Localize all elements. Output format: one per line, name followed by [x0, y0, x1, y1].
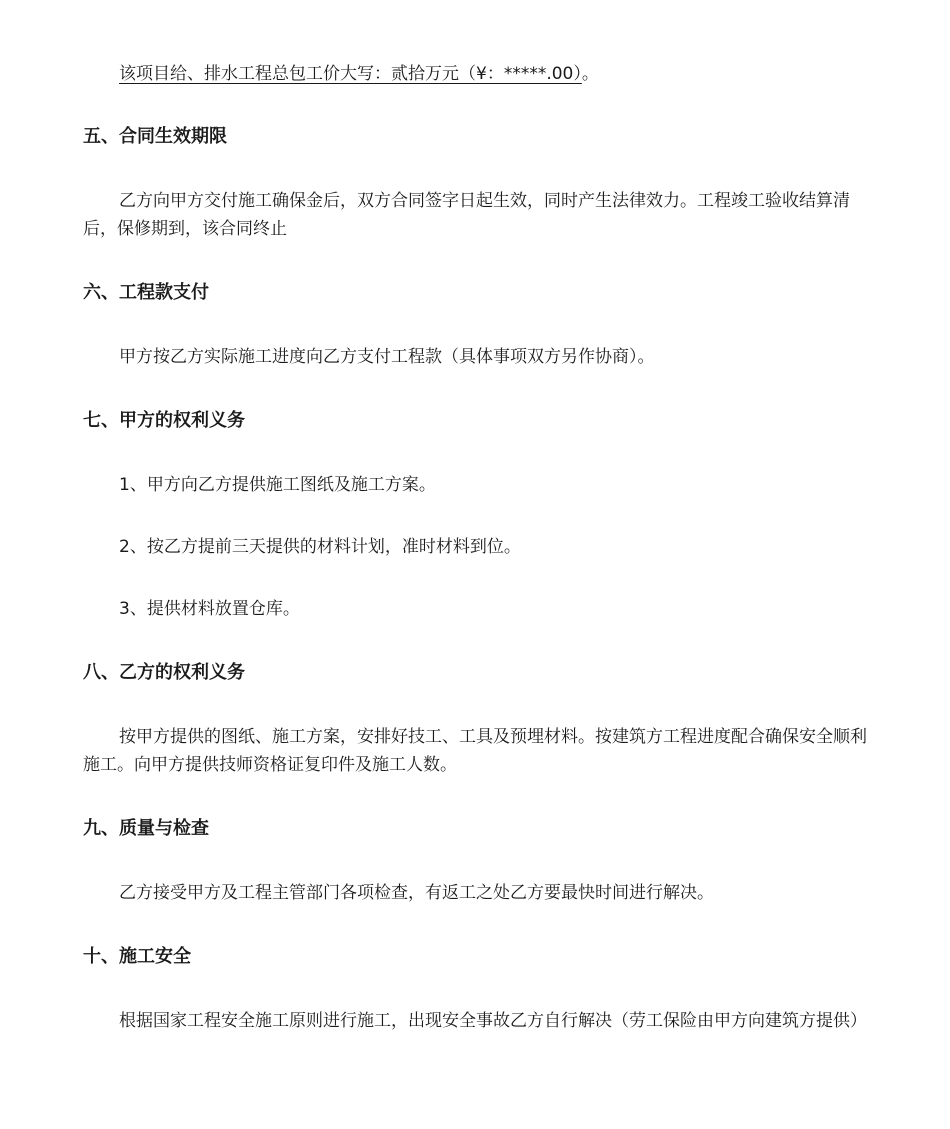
section-5-paragraph: 乙方向甲方交付施工确保金后，双方合同签字日起生效，同时产生法律效力。工程竣工验收结算清后，保修期到，该合同终止 — [83, 191, 850, 239]
section-heading-5: 五、合同生效期限 — [83, 126, 227, 147]
section-7-item-1: 1、甲方向乙方提供施工图纸及施工方案。 — [119, 475, 436, 495]
section-heading-6: 六、工程款支付 — [83, 282, 209, 303]
section-6-paragraph: 甲方按乙方实际施工进度向乙方支付工程款（具体事项双方另作协商）。 — [119, 347, 655, 367]
price-text: 该项目给、排水工程总包工价大写：贰拾万元（¥：*****.00） — [119, 64, 582, 84]
section-7-item-2: 2、按乙方提前三天提供的材料计划，准时材料到位。 — [119, 537, 521, 557]
section-heading-9: 九、质量与检查 — [83, 818, 209, 839]
price-line-end: 。 — [581, 64, 599, 84]
section-heading-10: 十、施工安全 — [83, 946, 191, 967]
section-heading-7: 七、甲方的权利义务 — [83, 410, 245, 431]
section-9-paragraph: 乙方接受甲方及工程主管部门各项检查，有返工之处乙方要最快时间进行解决。 — [119, 883, 714, 903]
section-10-paragraph: 根据国家工程安全施工原则进行施工，出现安全事故乙方自行解决（劳工保险由甲方向建筑方提供） — [119, 1011, 867, 1031]
section-7-item-3: 3、提供材料放置仓库。 — [119, 599, 300, 619]
section-8-paragraph: 按甲方提供的图纸、施工方案，安排好技工、工具及预埋材料。按建筑方工程进度配合确保安全顺利施工。向甲方提供技师资格证复印件及施工人数。 — [83, 727, 867, 775]
section-heading-8: 八、乙方的权利义务 — [83, 662, 245, 683]
price-line — [83, 60, 868, 88]
